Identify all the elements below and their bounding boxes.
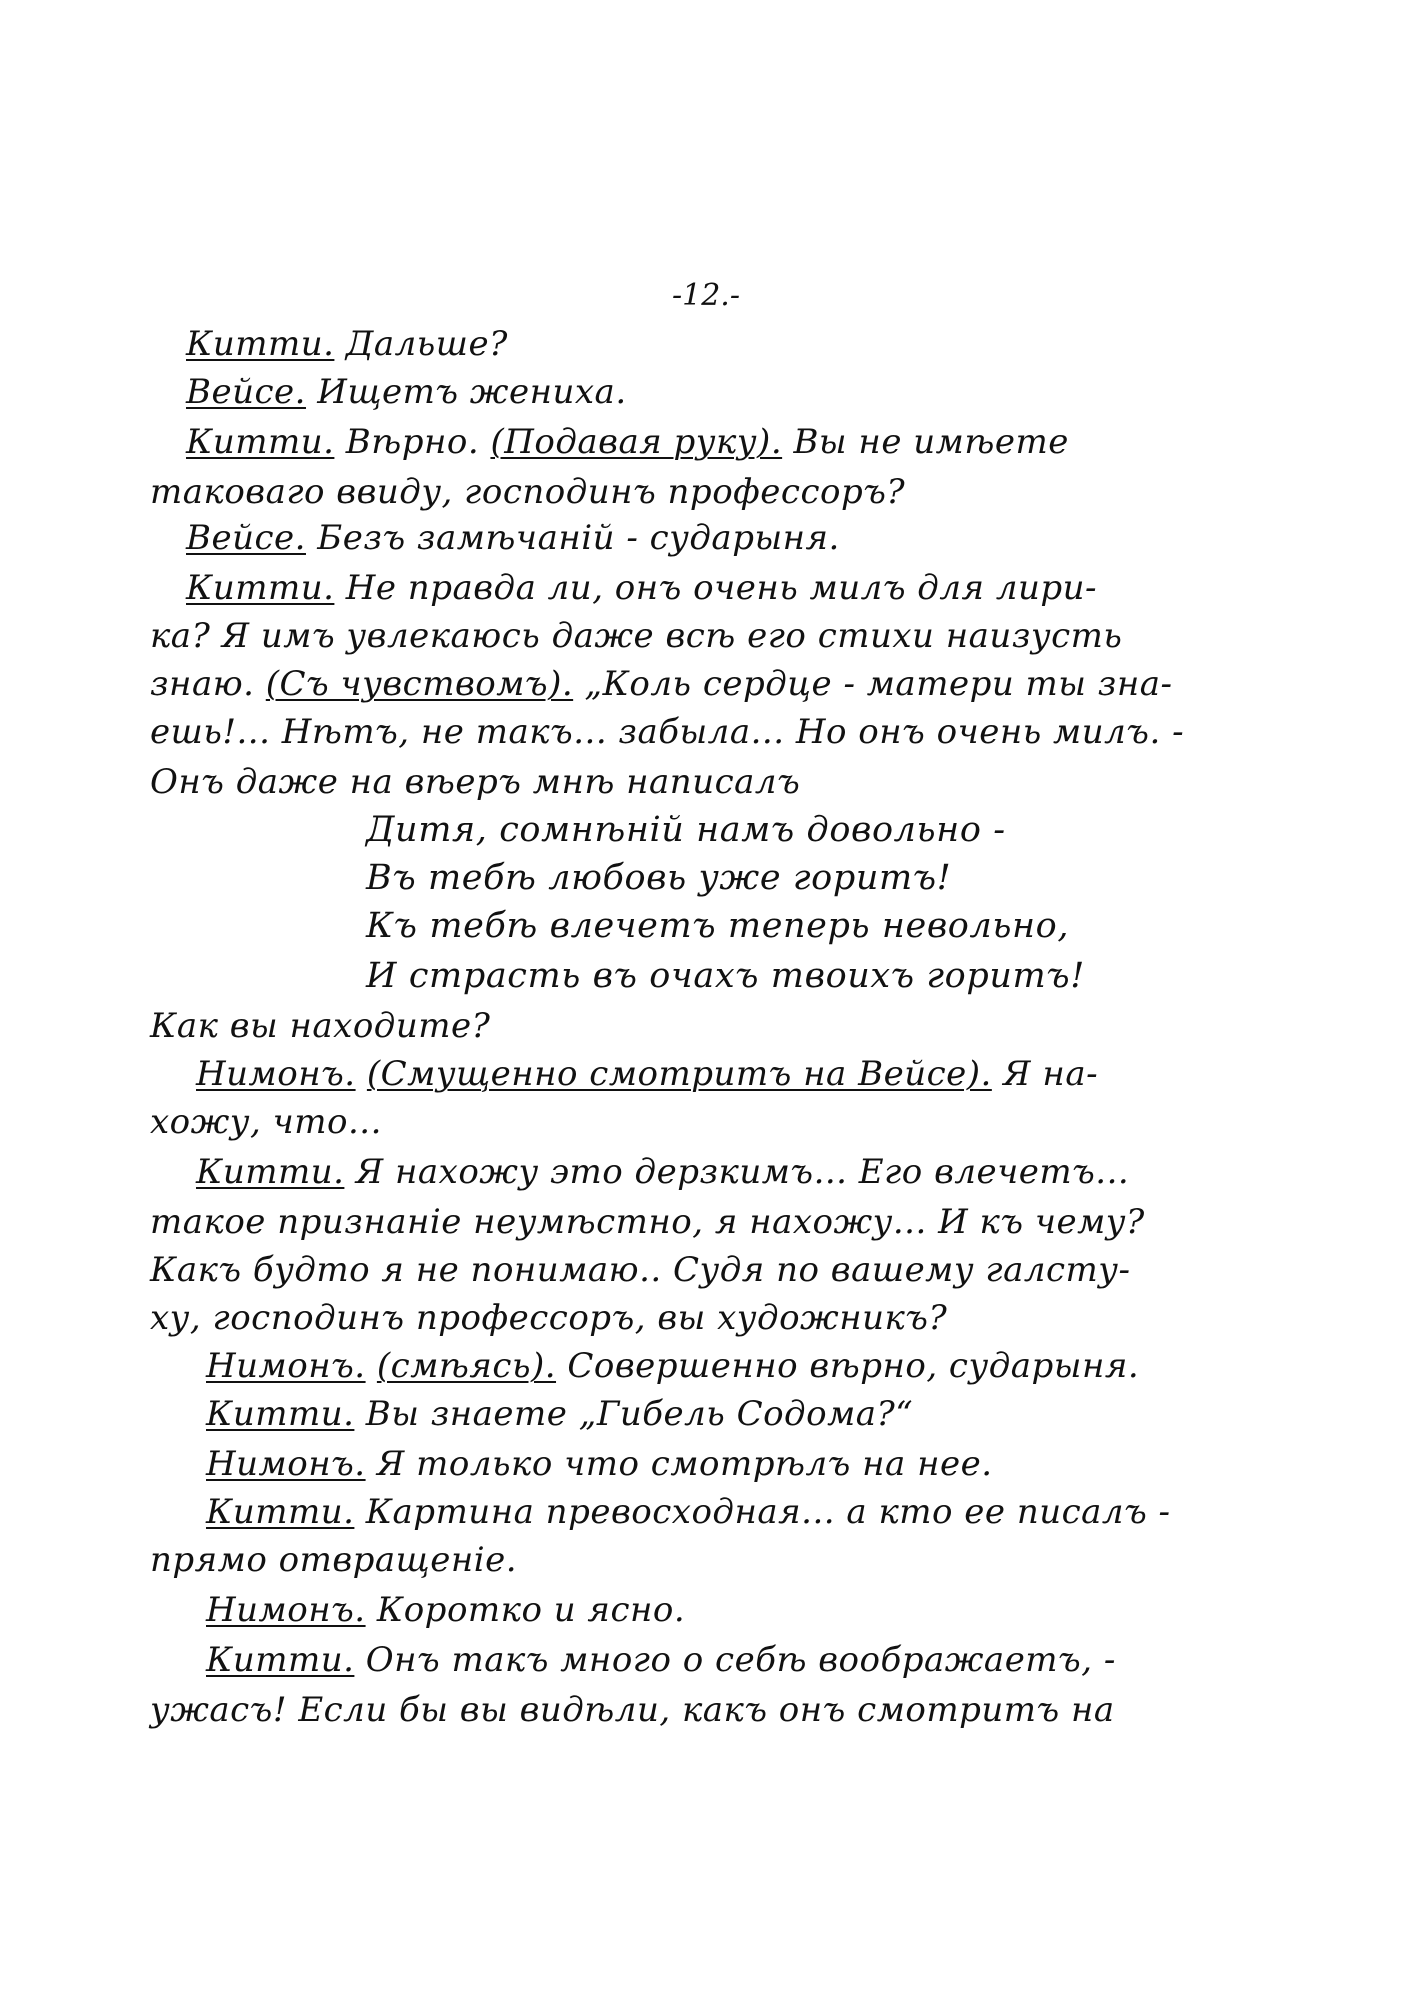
dialogue-text: Дальше?	[345, 324, 508, 364]
text-line	[186, 420, 1069, 464]
dialogue-text: Онъ такъ много о себѣ воображаетъ, -	[365, 1640, 1116, 1680]
speaker-name: Китти.	[186, 324, 335, 364]
text-line	[186, 370, 627, 414]
verse-line: Дитя, сомнѣній намъ довольно -	[366, 810, 1006, 850]
speaker-name: Китти.	[206, 1640, 355, 1680]
dialogue-text: Совершенно вѣрно, сударыня.	[567, 1346, 1140, 1386]
stage-direction: (Съ чувствомъ).	[265, 664, 574, 704]
dialogue-text: хожу, что...	[150, 1102, 382, 1142]
speaker-name: Нимонъ.	[196, 1054, 356, 1094]
text-line	[186, 516, 840, 560]
text-line	[206, 1344, 1139, 1388]
dialogue-text: Онъ даже на вѣеръ мнѣ написалъ	[150, 762, 801, 802]
text-line	[150, 614, 1122, 658]
text-line	[150, 1200, 1145, 1244]
verse-line: Къ тебѣ влечетъ теперь невольно,	[366, 906, 1070, 946]
speaker-name: Китти.	[186, 422, 335, 462]
dialogue-text: ужасъ! Если бы вы видѣли, какъ онъ смотритъ на	[150, 1690, 1115, 1730]
dialogue-text: Какъ будто я не понимаю.. Судя по вашему галсту-	[150, 1250, 1131, 1290]
stage-direction: (Подавая руку).	[490, 422, 783, 462]
speaker-name: Китти.	[196, 1152, 345, 1192]
dialogue-text: таковаго ввиду, господинъ профессоръ?	[150, 472, 906, 512]
speaker-name: Китти.	[206, 1394, 355, 1434]
text-line	[150, 1004, 490, 1048]
speaker-name: Нимонъ.	[206, 1444, 366, 1484]
text-line	[150, 1100, 382, 1144]
text-line	[196, 1052, 1098, 1096]
text-line	[150, 1296, 947, 1340]
dialogue-text: ка? Я имъ увлекаюсь даже всѣ его стихи наизусть	[150, 616, 1123, 656]
text-line	[206, 1392, 913, 1436]
speaker-name: Вейсе.	[186, 518, 306, 558]
dialogue-text: прямо отвращеніе.	[150, 1540, 518, 1580]
verse-line: Въ тебѣ любовь уже горитъ!	[366, 858, 952, 898]
dialogue-text: Коротко и ясно.	[376, 1590, 686, 1630]
speaker-name: Нимонъ.	[206, 1346, 366, 1386]
dialogue-text: Безъ замѣчаній - сударыня.	[317, 518, 840, 558]
text-line	[150, 1688, 1115, 1732]
verse-line: И страсть въ очахъ твоихъ горитъ!	[366, 956, 1085, 996]
dialogue-text: „Коль сердце - матери ты зна-	[584, 664, 1173, 704]
text-line	[206, 1588, 685, 1632]
text-line	[150, 662, 1172, 706]
text-line	[206, 1490, 1171, 1534]
dialogue-text: Вы знаете „Гибель Содома?“	[365, 1394, 914, 1434]
dialogue-text: Вѣрно.	[345, 422, 480, 462]
dialogue-text: ху, господинъ профессоръ, вы художникъ?	[150, 1298, 948, 1338]
dialogue-text: Вы не имѣете	[793, 422, 1069, 462]
text-line	[150, 1248, 1131, 1292]
text-line	[206, 1638, 1116, 1682]
dialogue-text: такое признаніе неумѣстно, я нахожу... И къ чему?	[150, 1202, 1145, 1242]
dialogue-text: ешь!... Нѣтъ, не такъ... забыла... Но онъ очень милъ. -	[150, 712, 1185, 752]
text-line	[186, 566, 1097, 610]
speaker-name: Китти.	[186, 568, 335, 608]
dialogue-text: Не правда ли, онъ очень милъ для лири-	[345, 568, 1098, 608]
dialogue-text: Я только что смотрѣлъ на нее.	[376, 1444, 993, 1484]
text-line	[150, 470, 905, 514]
text-line	[206, 1442, 993, 1486]
stage-direction: (смѣясь).	[376, 1346, 557, 1386]
text-line	[186, 322, 508, 366]
text-line	[150, 1538, 517, 1582]
text-line	[150, 760, 800, 804]
stage-direction: (Смущенно смотритъ на Вейсе).	[366, 1054, 992, 1094]
dialogue-text: Я на-	[1003, 1054, 1099, 1094]
text-line	[196, 1150, 1129, 1194]
dialogue-text: Как вы находите?	[150, 1006, 491, 1046]
dialogue-text: знаю.	[150, 664, 255, 704]
speaker-name: Китти.	[206, 1492, 355, 1532]
speaker-name: Нимонъ.	[206, 1590, 366, 1630]
dialogue-text: Картина превосходная... а кто ее писалъ -	[365, 1492, 1171, 1532]
text-line	[150, 710, 1184, 754]
dialogue-text: Я нахожу это дерзкимъ... Его влечетъ...	[355, 1152, 1130, 1192]
page-number: -12.-	[672, 278, 740, 313]
speaker-name: Вейсе.	[186, 372, 306, 412]
dialogue-text: Ищетъ жениха.	[317, 372, 627, 412]
